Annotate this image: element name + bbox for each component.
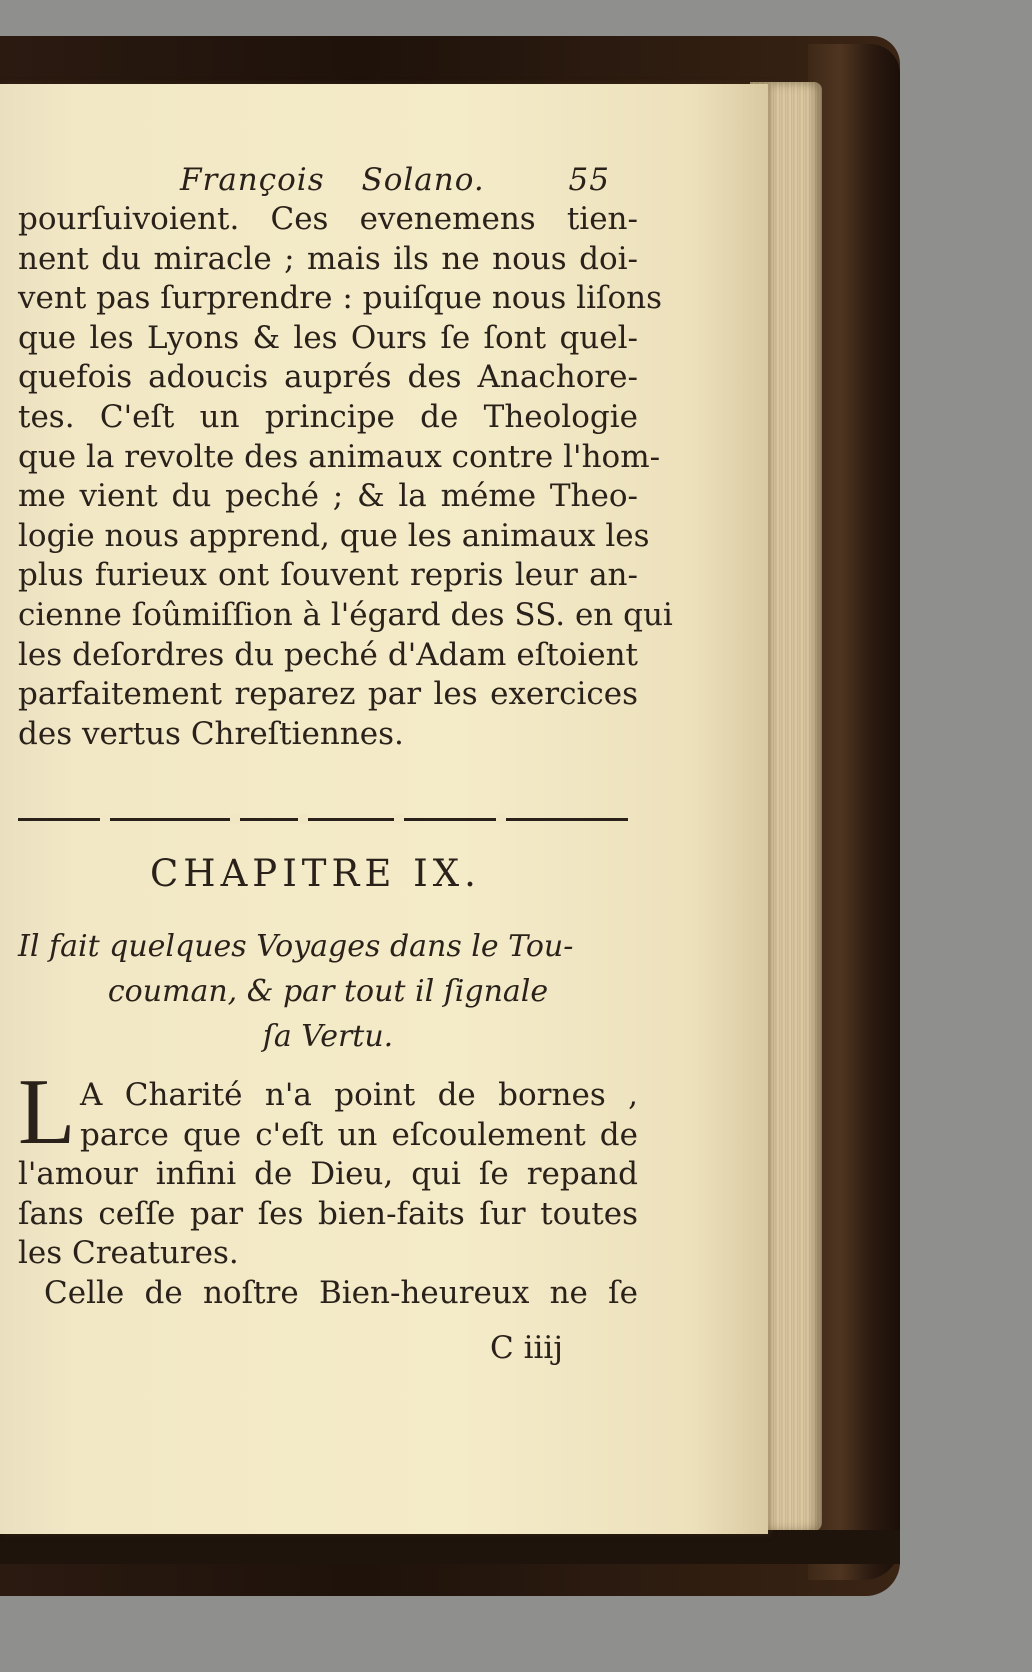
text-line: les Creatures.: [18, 1235, 239, 1272]
text-line: les deſordres du peché d'Adam eſtoient: [18, 636, 638, 673]
text-line: tes. C'eſt un principe de Theologie: [18, 398, 638, 435]
running-title: François Solano.: [180, 162, 485, 198]
chapter-paragraph: [18, 1076, 638, 1314]
page-number: 55: [568, 162, 610, 198]
subtitle-line: couman, & par tout il ſignale: [107, 974, 549, 1009]
text-line: parfaitement reparez par les exercices: [18, 676, 638, 713]
text-line: nent du miracle ; mais ils ne nous doi-: [18, 240, 638, 277]
running-head: [180, 162, 610, 202]
subtitle-line: ſa Vertu.: [262, 1019, 394, 1054]
text-line: ſans ceſſe par ſes bien-faits ſur toutes: [18, 1195, 638, 1232]
text-line: vent pas ſurprendre : puiſque nous liſons: [18, 280, 663, 317]
text-line: pourſuivoient. Ces evenemens tien-: [18, 201, 638, 237]
text-line: me vient du peché ; & la méme Theo-: [18, 478, 638, 515]
subtitle-line: Il fait quelques Voyages dans le Tou-: [18, 929, 574, 964]
text-line: que les Lyons & les Ours ſe ſont quel-: [18, 319, 638, 356]
signature-mark: C iiij: [490, 1330, 563, 1366]
text-line: l'amour infini de Dieu, qui ſe repand: [18, 1156, 638, 1193]
text-line: des vertus Chreſtiennes.: [18, 715, 404, 752]
text-line: cienne ſoûmiſſion à l'égard des SS. en qui: [18, 596, 673, 633]
book-bottom-edge: [0, 1530, 900, 1564]
body-text: [18, 200, 673, 754]
text-line: parce que c'eſt un eſcoulement de: [80, 1116, 638, 1153]
chapter-heading: CHAPITRE IX.: [150, 852, 481, 895]
text-line: quefois adoucis auprés des Anachore-: [18, 359, 638, 396]
drop-cap: L: [18, 1060, 76, 1164]
text-line: A Charité n'a point de bornes ,: [80, 1077, 638, 1113]
text-line: logie nous apprend, que les animaux les: [18, 517, 650, 554]
text-line: que la revolte des animaux contre l'hom-: [18, 438, 661, 475]
text-line: Celle de noſtre Bien-heureux ne ſe: [44, 1274, 638, 1311]
text-line: plus furieux ont ſouvent repris leur an-: [18, 557, 638, 594]
chapter-subtitle: [18, 924, 638, 1059]
